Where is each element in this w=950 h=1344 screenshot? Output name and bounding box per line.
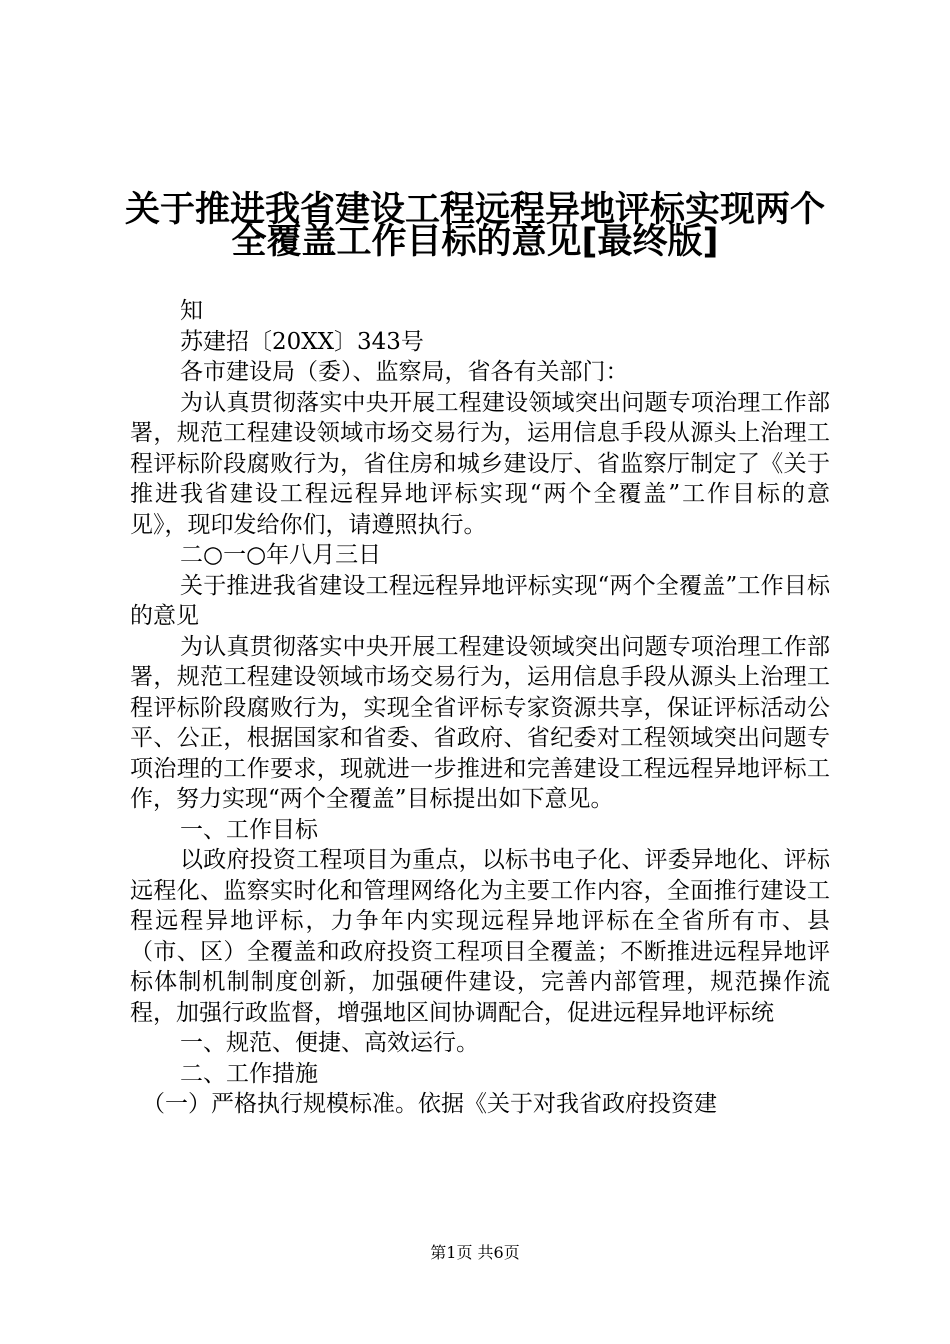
paragraph-document-number: 苏建招〔20XX〕343号	[180, 328, 424, 355]
paragraph-opinion-title: 关于推进我省建设工程远程异地评标实现“两个全覆盖”工作目标的意见	[130, 572, 830, 629]
paragraph-operation: 一、规范、便捷、高效运行。	[180, 1030, 479, 1056]
paragraph-measure-1: （一）严格执行规模标准。依据《关于对我省政府投资建	[142, 1091, 717, 1117]
paragraph-work-goals: 以政府投资工程项目为重点，以标书电子化、评委异地化、评标远程化、监察实时化和管理网络化为主要工作内容，全面推行建设工程远程异地评标，力争年内实现远程异地评标在全省所有市、县（市、区）全覆盖和政府投资工程项目全覆盖；不断推进远程异地评标体制机制制度创新，加强硬件建设，完善内部管理，规范操作流程，加强行政监督，增强地区间协调配合，促进远程异地评标统	[130, 847, 830, 1026]
paragraph-addressee: 各市建设局（委）、监察局，省各有关部门：	[180, 359, 629, 385]
paragraph-notice-label: 知	[180, 298, 203, 324]
document-title-line-2: 全覆盖工作目标的意见[最终版]	[231, 222, 719, 262]
section-heading-work-goals: 一、工作目标	[180, 816, 318, 843]
paragraph-notice-body: 为认真贯彻落实中央开展工程建设领域突出问题专项治理工作部署，规范工程建设领域市场交易行为，运用信息手段从源头上治理工程评标阶段腐败行为，省住房和城乡建设厅、省监察厅制定了《关于推进我省建设工程远程异地评标实现“两个全覆盖”工作目标的意见》，现印发给你们，请遵照执行。	[130, 389, 830, 538]
document-body	[130, 296, 830, 1120]
paragraph-opinion-intro: 为认真贯彻落实中央开展工程建设领域突出问题专项治理工作部署，规范工程建设领域市场交易行为，运用信息手段从源头上治理工程评标阶段腐败行为，实现全省评标专家资源共享，保证评标活动公平、公正，根据国家和省委、省政府、省纪委对工程领域突出问题专项治理的工作要求，现就进一步推进和完善建设工程远程异地评标工作，努力实现“两个全覆盖”目标提出如下意见。	[130, 633, 830, 812]
paragraph-date: 二○一○年八月三日	[180, 542, 382, 568]
page-footer: 第1页 共6页	[430, 1243, 520, 1262]
document-title-line-1: 关于推进我省建设工程远程异地评标实现两个	[124, 190, 825, 230]
section-heading-work-measures: 二、工作措施	[180, 1060, 318, 1087]
